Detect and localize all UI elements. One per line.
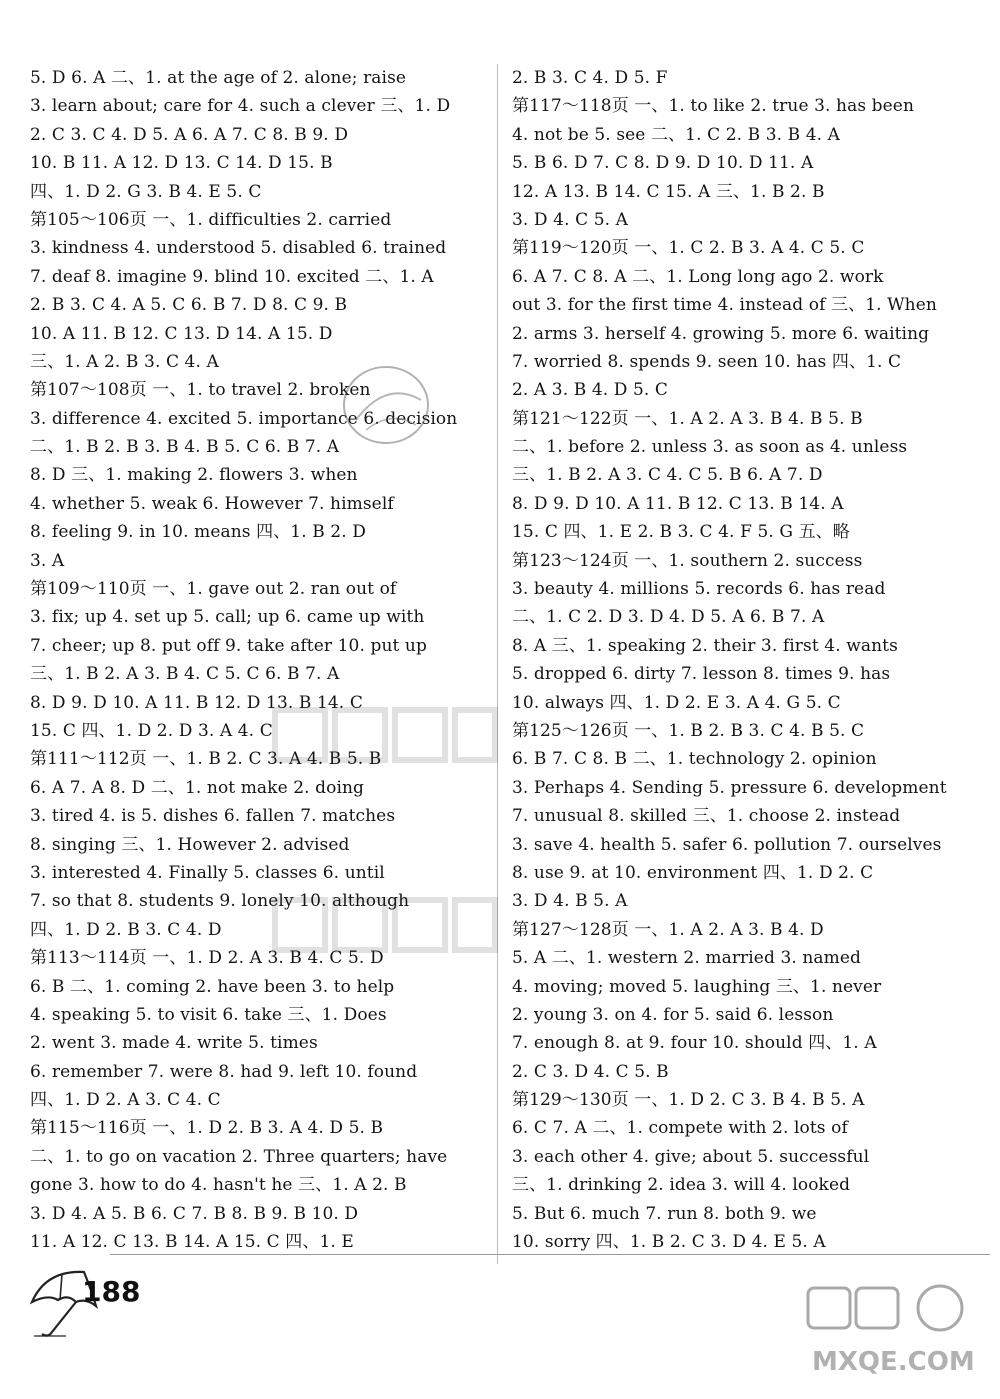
answer-line: 2. B 3. C 4. D 5. F <box>512 68 668 88</box>
answer-line: 3. interested 4. Finally 5. classes 6. until <box>30 862 385 883</box>
answer-line: 7. deaf 8. imagine 9. blind 10. excited 二、1. A <box>30 266 434 287</box>
site-logo <box>800 1280 990 1390</box>
answer-line: 四、1. D 2. A 3. C 4. C <box>30 1090 221 1111</box>
answer-line: 5. D 6. A 二、1. at the age of 2. alone; raise <box>30 68 407 88</box>
answer-line: 5. A 二、1. western 2. married 3. named <box>512 948 862 969</box>
answer-line: 第119～120页 一、1. C 2. B 3. A 4. C 5. C <box>512 238 865 259</box>
answer-line: 二、1. to go on vacation 2. Three quarters; have <box>30 1146 448 1167</box>
svg-text:MXQE.COM: MXQE.COM <box>812 1347 975 1377</box>
answer-line: 2. young 3. on 4. for 5. said 6. lesson <box>512 1004 834 1025</box>
answer-line: 8. D 三、1. making 2. flowers 3. when <box>30 465 358 486</box>
answer-line: 7. unusual 8. skilled 三、1. choose 2. instead <box>512 806 901 827</box>
answer-line: 3. each other 4. give; about 5. successful <box>512 1146 870 1167</box>
answer-line: 8. use 9. at 10. environment 四、1. D 2. C <box>512 862 874 883</box>
answer-line: gone 3. how to do 4. hasn't he 三、1. A 2. B <box>30 1175 407 1196</box>
answer-line: 8. D 9. D 10. A 11. B 12. D 13. B 14. C <box>30 692 363 713</box>
answer-line: 12. A 13. B 14. C 15. A 三、1. B 2. B <box>512 181 825 202</box>
answer-line: 第121～122页 一、1. A 2. A 3. B 4. B 5. B <box>512 408 863 429</box>
answer-line: 第105～106页 一、1. difficulties 2. carried <box>30 209 392 230</box>
right-answer-column <box>512 64 982 1256</box>
answer-line: 2. B 3. C 4. A 5. C 6. B 7. D 8. C 9. B <box>30 295 348 316</box>
answer-line: 四、1. D 2. G 3. B 4. E 5. C <box>30 181 262 202</box>
answer-line: 2. arms 3. herself 4. growing 5. more 6. waiting <box>512 323 930 344</box>
answer-line: 三、1. A 2. B 3. C 4. A <box>30 351 219 372</box>
answer-line: 15. C 四、1. D 2. D 3. A 4. C <box>30 720 273 741</box>
answer-line: 8. singing 三、1. However 2. advised <box>30 834 350 855</box>
answer-line: 4. not be 5. see 二、1. C 2. B 3. B 4. A <box>512 124 841 145</box>
answer-line: 3. D 4. A 5. B 6. C 7. B 8. B 9. B 10. D <box>30 1203 359 1224</box>
answer-line: 3. D 4. B 5. A <box>512 891 628 912</box>
answer-line: out 3. for the first time 4. instead of 三、1. When <box>512 295 937 316</box>
answer-line: 2. A 3. B 4. D 5. C <box>512 380 669 401</box>
answer-line: 3. A <box>30 550 65 571</box>
answer-line: 15. C 四、1. E 2. B 3. C 4. F 5. G 五、略 <box>512 522 850 543</box>
answer-line: 10. A 11. B 12. C 13. D 14. A 15. D <box>30 323 333 344</box>
answer-line: 5. B 6. D 7. C 8. D 9. D 10. D 11. A <box>512 153 814 174</box>
answer-line: 6. A 7. A 8. D 二、1. not make 2. doing <box>30 777 365 798</box>
answer-line: 第123～124页 一、1. southern 2. success <box>512 550 863 571</box>
answer-line: 2. C 3. D 4. C 5. B <box>512 1061 669 1082</box>
answer-line: 3. beauty 4. millions 5. records 6. has read <box>512 579 886 600</box>
answer-line: 7. enough 8. at 9. four 10. should 四、1. A <box>512 1033 877 1054</box>
answer-line: 4. speaking 5. to visit 6. take 三、1. Does <box>30 1004 387 1025</box>
left-answer-column <box>30 64 500 1256</box>
answer-line: 3. difference 4. excited 5. importance 6. decision <box>30 408 458 429</box>
answer-line: 8. feeling 9. in 10. means 四、1. B 2. D <box>30 522 366 543</box>
answer-line: 第107～108页 一、1. to travel 2. broken <box>30 380 371 401</box>
answer-line: 10. always 四、1. D 2. E 3. A 4. G 5. C <box>512 692 841 713</box>
answer-line: 6. C 7. A 二、1. compete with 2. lots of <box>512 1118 848 1139</box>
watermark-icon <box>270 700 500 770</box>
answer-line: 2. went 3. made 4. write 5. times <box>30 1033 318 1054</box>
answer-line: 3. fix; up 4. set up 5. call; up 6. came up with <box>30 607 425 628</box>
answer-line: 5. But 6. much 7. run 8. both 9. we <box>512 1203 817 1224</box>
answer-line: 第129～130页 一、1. D 2. C 3. B 4. B 5. A <box>512 1090 865 1111</box>
answer-line: 7. cheer; up 8. put off 9. take after 10. put up <box>30 635 427 656</box>
column-divider <box>497 64 498 1264</box>
ink-stamp-icon <box>336 360 436 450</box>
answer-line: 二、1. C 2. D 3. D 4. D 5. A 6. B 7. A <box>512 607 825 628</box>
answer-line: 3. save 4. health 5. safer 6. pollution 7. ourselves <box>512 834 942 855</box>
answer-line: 四、1. D 2. B 3. C 4. D <box>30 919 222 940</box>
answer-line: 6. B 二、1. coming 2. have been 3. to help <box>30 976 395 997</box>
answer-line: 7. so that 8. students 9. lonely 10. although <box>30 891 410 912</box>
answer-line: 5. dropped 6. dirty 7. lesson 8. times 9. has <box>512 664 891 685</box>
answer-line: 8. A 三、1. speaking 2. their 3. first 4. wants <box>512 635 898 656</box>
answer-line: 4. moving; moved 5. laughing 三、1. never <box>512 976 882 997</box>
answer-line: 3. tired 4. is 5. dishes 6. fallen 7. matches <box>30 806 396 827</box>
answer-line: 第109～110页 一、1. gave out 2. ran out of <box>30 579 397 600</box>
answer-line: 第111～112页 一、1. B 2. C 3. A 4. B 5. B <box>30 749 382 770</box>
answer-line: 2. C 3. C 4. D 5. A 6. A 7. C 8. B 9. D <box>30 124 349 145</box>
answer-line: 8. D 9. D 10. A 11. B 12. C 13. B 14. A <box>512 493 844 514</box>
answer-line: 第115～116页 一、1. D 2. B 3. A 4. D 5. B <box>30 1118 384 1139</box>
answer-line: 第113～114页 一、1. D 2. A 3. B 4. C 5. D <box>30 948 384 969</box>
answer-line: 11. A 12. C 13. B 14. A 15. C 四、1. E <box>30 1232 354 1253</box>
answer-line: 4. whether 5. weak 6. However 7. himself <box>30 493 394 514</box>
answer-line: 3. Perhaps 4. Sending 5. pressure 6. development <box>512 777 947 798</box>
footer-rule <box>110 1254 990 1255</box>
answer-line: 三、1. drinking 2. idea 3. will 4. looked <box>512 1175 851 1196</box>
answer-line: 6. B 7. C 8. B 二、1. technology 2. opinion <box>512 749 877 770</box>
answer-line: 第125～126页 一、1. B 2. B 3. C 4. B 5. C <box>512 720 865 741</box>
answer-line: 3. D 4. C 5. A <box>512 209 628 230</box>
answer-line: 第117～118页 一、1. to like 2. true 3. has been <box>512 96 915 117</box>
answer-line: 二、1. B 2. B 3. B 4. B 5. C 6. B 7. A <box>30 437 340 458</box>
answer-line: 三、1. B 2. A 3. C 4. C 5. B 6. A 7. D <box>512 465 823 486</box>
answer-line: 二、1. before 2. unless 3. as soon as 4. unless <box>512 437 908 458</box>
answer-line: 三、1. B 2. A 3. B 4. C 5. C 6. B 7. A <box>30 664 340 685</box>
answer-line: 3. kindness 4. understood 5. disabled 6. trained <box>30 238 447 259</box>
answer-line: 10. B 11. A 12. D 13. C 14. D 15. B <box>30 153 333 174</box>
page-number: 188 <box>82 1275 141 1308</box>
answer-line: 3. learn about; care for 4. such a clever 三、1. D <box>30 96 451 117</box>
watermark-icon <box>270 890 500 960</box>
answer-line: 10. sorry 四、1. B 2. C 3. D 4. E 5. A <box>512 1232 826 1253</box>
answer-line: 6. A 7. C 8. A 二、1. Long long ago 2. work <box>512 266 884 287</box>
answer-line: 第127～128页 一、1. A 2. A 3. B 4. D <box>512 919 824 940</box>
answer-line: 6. remember 7. were 8. had 9. left 10. found <box>30 1061 418 1082</box>
answer-line: 7. worried 8. spends 9. seen 10. has 四、1. C <box>512 351 902 372</box>
